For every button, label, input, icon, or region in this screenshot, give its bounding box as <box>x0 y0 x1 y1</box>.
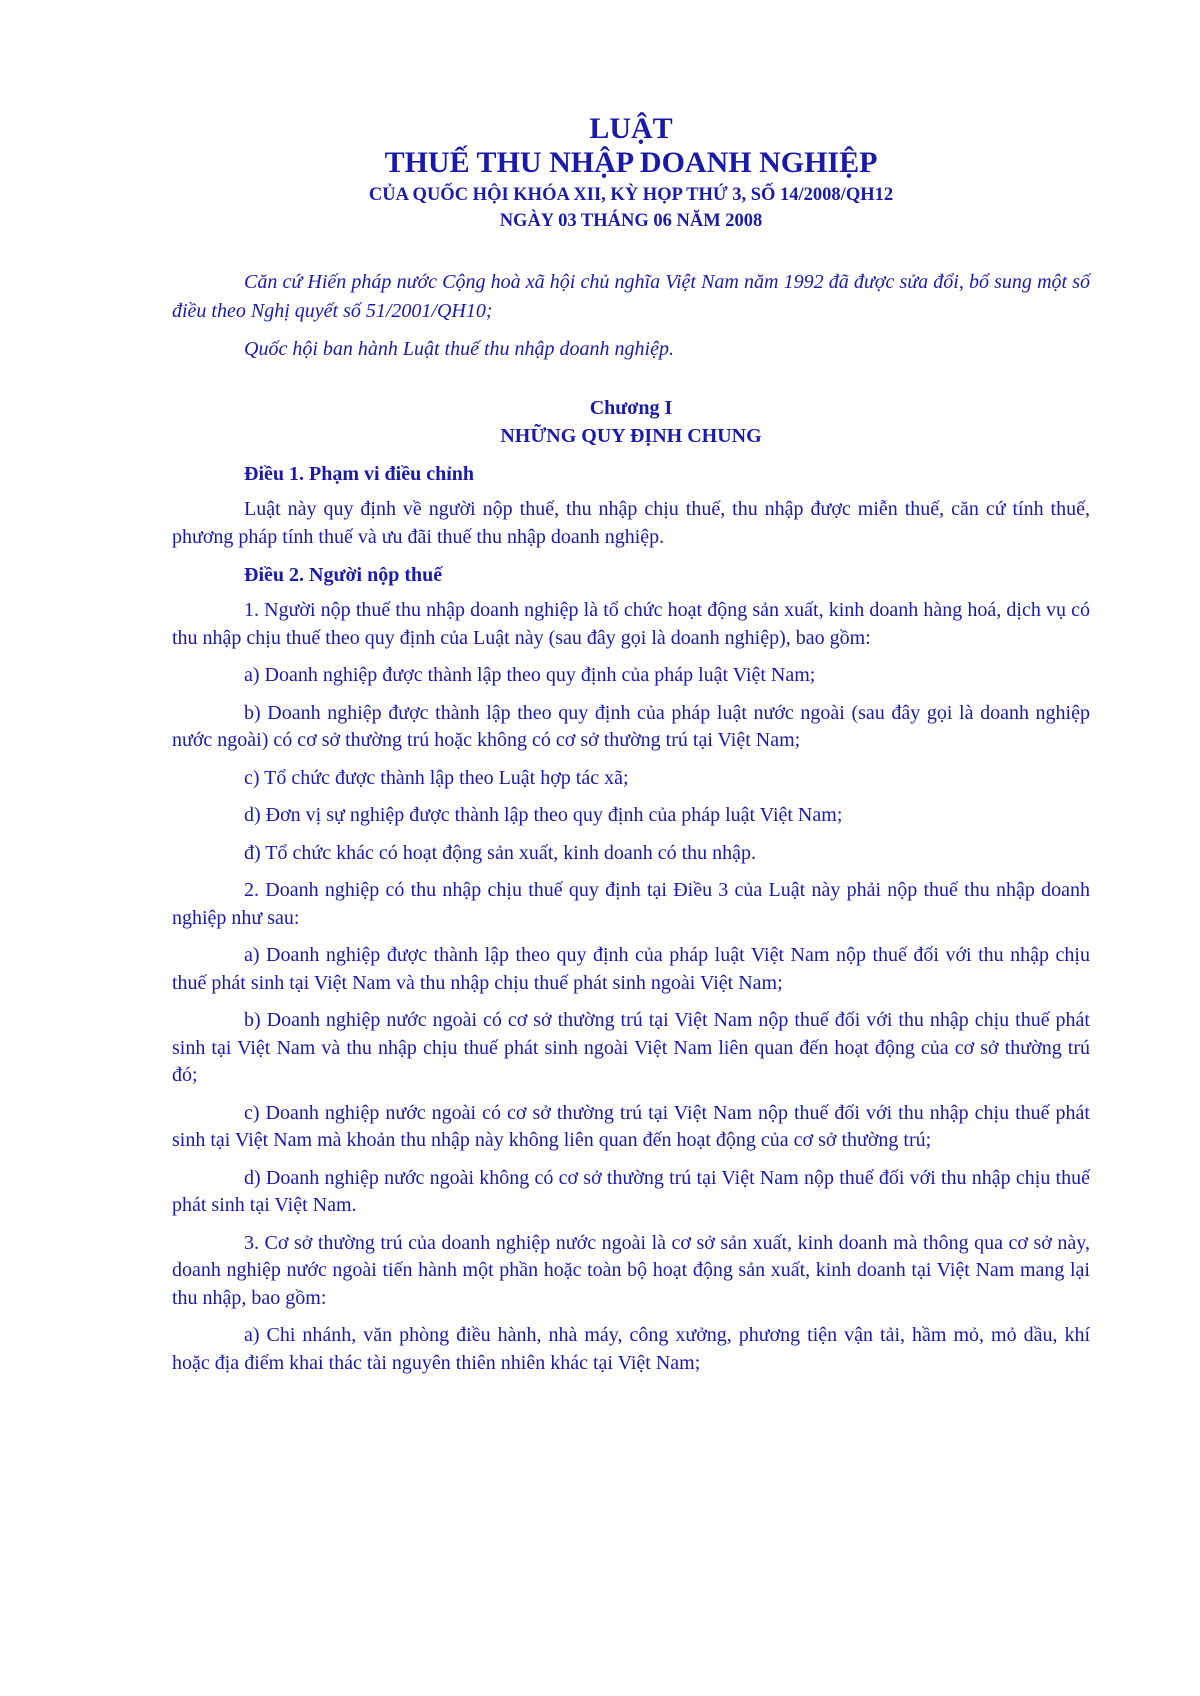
article-paragraph: a) Doanh nghiệp được thành lập theo quy định của pháp luật Việt Nam; <box>244 664 816 686</box>
article-heading: Điều 1. Phạm vi điều chỉnh <box>244 463 475 485</box>
article-paragraph: d) Đơn vị sự nghiệp được thành lập theo quy định của pháp luật Việt Nam; <box>244 804 843 826</box>
law-name: THUẾ THU NHẬP DOANH NGHIỆP <box>384 146 878 179</box>
article-paragraph: b) Doanh nghiệp được thành lập theo quy định của pháp luật nước ngoài (sau đây gọi là doanh nghiệp nước ngoài) có cơ sở thường trú hoặc không có cơ sở thường trú tại Việt Nam; <box>172 701 1090 751</box>
law-date: NGÀY 03 THÁNG 06 NĂM 2008 <box>499 211 763 231</box>
chapter-heading <box>172 394 1090 450</box>
chapter-number: Chương I <box>589 397 673 419</box>
article-1 <box>172 460 1090 551</box>
article-paragraph: 1. Người nộp thuế thu nhập doanh nghiệp là tổ chức hoạt động sản xuất, kinh doanh hàng hoá, dịch vụ có thu nhập chịu thuế theo quy định của Luật này (sau đây gọi là doanh nghiệp), bao gồm: <box>172 599 1090 649</box>
law-subtitle: CỦA QUỐC HỘI KHÓA XII, KỲ HỌP THỨ 3, SỐ 14/2008/QH12 <box>368 185 894 205</box>
article-paragraph: a) Doanh nghiệp được thành lập theo quy định của pháp luật Việt Nam nộp thuế đối với thu nhập chịu thuế phát sinh tại Việt Nam và thu nhập chịu thuế phát sinh ngoài Việt Nam; <box>172 944 1090 994</box>
article-paragraph: 2. Doanh nghiệp có thu nhập chịu thuế quy định tại Điều 3 của Luật này phải nộp thuế thu nhập doanh nghiệp như sau: <box>172 879 1090 929</box>
preamble-paragraph: Căn cứ Hiến pháp nước Cộng hoà xã hội chủ nghĩa Việt Nam năm 1992 đã được sửa đổi, bổ sung một số điều theo Nghị quyết số 51/2001/QH10; <box>172 271 1090 322</box>
article-heading: Điều 2. Người nộp thuế <box>244 564 443 586</box>
article-paragraph: b) Doanh nghiệp nước ngoài có cơ sở thường trú tại Việt Nam nộp thuế đối với thu nhập chịu thuế phát sinh tại Việt Nam và thu nhập chịu thuế phát sinh ngoài Việt Nam liên quan đến hoạt động của cơ sở thường trú đó; <box>172 1009 1090 1086</box>
article-paragraph: d) Doanh nghiệp nước ngoài không có cơ sở thường trú tại Việt Nam nộp thuế đối với thu nhập chịu thuế phát sinh tại Việt Nam. <box>172 1166 1090 1216</box>
article-paragraph: a) Chi nhánh, văn phòng điều hành, nhà máy, công xưởng, phương tiện vận tải, hầm mỏ, mỏ dầu, khí hoặc địa điểm khai thác tài nguyên thiên nhiên khác tại Việt Nam; <box>172 1324 1090 1374</box>
preamble-paragraph: Quốc hội ban hành Luật thuế thu nhập doanh nghiệp. <box>244 338 674 360</box>
article-paragraph: c) Tổ chức được thành lập theo Luật hợp tác xã; <box>244 766 629 789</box>
document-header <box>172 112 1090 234</box>
article-paragraph: c) Doanh nghiệp nước ngoài có cơ sở thường trú tại Việt Nam nộp thuế đối với thu nhập chịu thuế phát sinh tại Việt Nam mà khoản thu nhập này không liên quan đến hoạt động của cơ sở thường trú; <box>172 1101 1090 1151</box>
article-paragraph: Luật này quy định về người nộp thuế, thu nhập chịu thuế, thu nhập được miễn thuế, căn cứ tính thuế, phương pháp tính thuế và ưu đãi thuế thu nhập doanh nghiệp. <box>172 498 1090 548</box>
law-title: LUẬT <box>589 112 673 145</box>
chapter-title: NHỮNG QUY ĐỊNH CHUNG <box>500 425 762 447</box>
article-paragraph: 3. Cơ sở thường trú của doanh nghiệp nước ngoài là cơ sở sản xuất, kinh doanh mà thông qua cơ sở này, doanh nghiệp nước ngoài tiến hành một phần hoặc toàn bộ hoạt động sản xuất, kinh doanh tại Việt Nam mang lại thu nhập, bao gồm: <box>172 1231 1090 1309</box>
article-paragraph: đ) Tổ chức khác có hoạt động sản xuất, kinh doanh có thu nhập. <box>244 841 757 864</box>
article-2 <box>172 561 1090 1377</box>
preamble <box>172 268 1090 364</box>
